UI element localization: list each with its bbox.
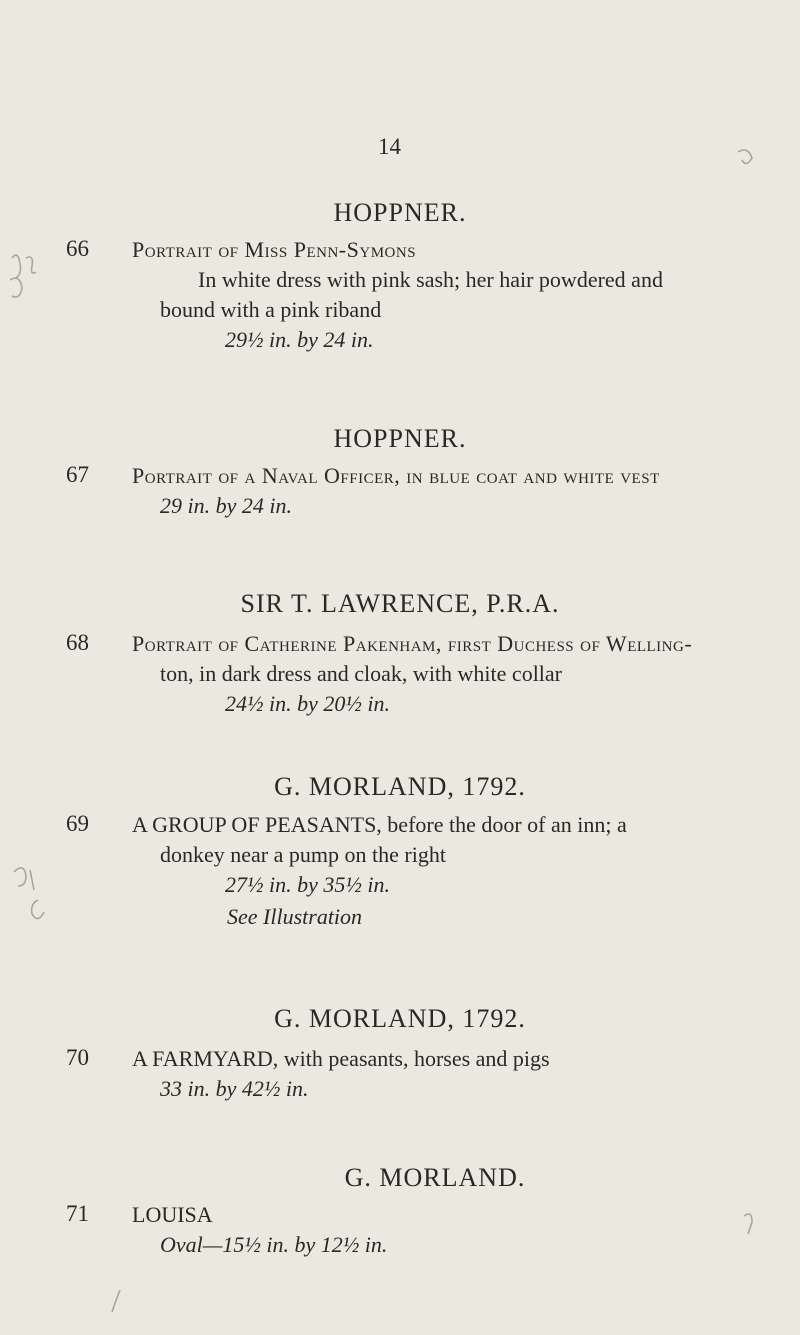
lot-title: Portrait of a Naval Officer, in blue coat and white vest — [132, 463, 660, 488]
lot-number: 71 — [66, 1201, 89, 1226]
lot-title: Portrait of Miss Penn-Symons — [132, 237, 417, 262]
lot-description-line: donkey near a pump on the right — [160, 842, 446, 867]
lot-number: 68 — [66, 630, 89, 655]
lot-title: A GROUP OF PEASANTS, before the door of an inn; a — [132, 812, 627, 837]
artist-heading: HOPPNER. — [333, 198, 467, 227]
lot-description-line: In white dress with pink sash; her hair powdered and — [198, 267, 663, 292]
lot-title: A FARMYARD, with peasants, horses and pigs — [132, 1046, 550, 1071]
lot-description-line: bound with a pink riband — [160, 297, 382, 322]
lot-title: LOUISA — [132, 1202, 213, 1227]
lot-dimensions: 27½ in. by 35½ in. — [225, 872, 390, 897]
lot-title: Portrait of Catherine Pakenham, first Duchess of Welling- — [132, 631, 693, 656]
lot-dimensions: 33 in. by 42½ in. — [160, 1076, 309, 1101]
artist-heading: SIR T. LAWRENCE, P.R.A. — [240, 589, 560, 618]
artist-heading: G. MORLAND. — [344, 1163, 526, 1192]
lot-dimensions: 24½ in. by 20½ in. — [225, 691, 390, 716]
page-number: 14 — [378, 134, 401, 159]
illustration-note: See Illustration — [227, 904, 363, 929]
artist-heading: G. MORLAND, 1792. — [274, 772, 526, 801]
lot-number: 66 — [66, 236, 89, 261]
lot-dimensions: 29½ in. by 24 in. — [225, 327, 374, 352]
lot-number: 70 — [66, 1045, 89, 1070]
artist-heading: HOPPNER. — [333, 424, 467, 453]
lot-dimensions: Oval—15½ in. by 12½ in. — [160, 1232, 388, 1257]
lot-dimensions: 29 in. by 24 in. — [160, 493, 292, 518]
artist-heading: G. MORLAND, 1792. — [274, 1004, 526, 1033]
lot-number: 67 — [66, 462, 89, 487]
lot-description-line: ton, in dark dress and cloak, with white collar — [160, 661, 563, 686]
lot-number: 69 — [66, 811, 89, 836]
